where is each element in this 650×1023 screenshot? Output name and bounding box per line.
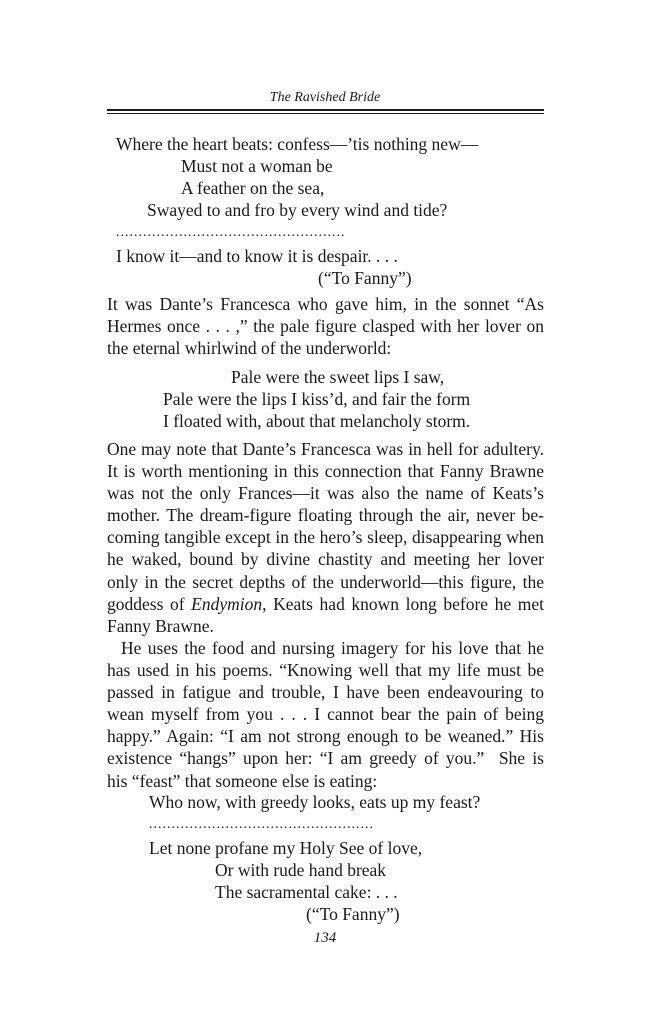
paragraph-line: existence “hangs” upon her: “I am greedy of you.” She is — [107, 748, 544, 769]
header-rule-thin — [107, 113, 544, 114]
paragraph — [107, 637, 544, 792]
verse-line: Pale were the lips I kiss’d, and fair the form — [163, 389, 471, 409]
verse-source: (“To Fanny”) — [306, 904, 400, 924]
paragraph-line: mother. The dream-figure floating through the air, never be- — [107, 505, 544, 526]
paragraph-line: his “feast” that someone else is eating: — [107, 770, 378, 791]
paragraph-line: Hermes once . . . ,” the pale figure clasped with her lover on — [107, 316, 544, 337]
text-run: goddess of — [107, 593, 192, 614]
paragraph — [107, 293, 544, 359]
verse-line: Must not a woman be — [181, 156, 333, 176]
running-head: The Ravished Bride — [269, 90, 381, 105]
paragraph-line: has used in his poems. “Knowing well that my life must be — [107, 660, 544, 681]
paragraph-line — [107, 593, 544, 615]
verse-line: The sacramental cake: . . . — [215, 882, 398, 902]
paragraph-line: It is worth mentioning in this connection that Fanny Brawne — [107, 461, 544, 482]
verse-line: Swayed to and fro by every wind and tide? — [147, 200, 448, 220]
verse-source: (“To Fanny”) — [318, 268, 412, 288]
paragraph-line: only in the secret depths of the underworld—this figure, the — [107, 571, 544, 592]
verse-line: Let none profane my Holy See of love, — [149, 838, 423, 858]
paragraph-line: One may note that Dante’s Francesca was in hell for adultery. — [107, 439, 544, 459]
verse-line: Pale were the sweet lips I saw, — [231, 367, 445, 387]
verse-line: Who now, with greedy looks, eats up my feast? — [149, 792, 481, 812]
ellipsis-line: ................................................... — [116, 225, 346, 240]
paragraph-line: he waked, bound by divine chastity and meeting her lover — [107, 549, 544, 570]
paragraph-line: the eternal whirlwind of the underworld: — [107, 338, 392, 359]
paragraph — [107, 438, 544, 637]
paragraph-line: It was Dante’s Francesca who gave him, in the sonnet “As — [107, 294, 544, 314]
paragraph-line: Fanny Brawne. — [107, 615, 214, 636]
italic-title: Endymion — [191, 593, 263, 614]
paragraph-line: wean myself from you . . . I cannot bear the pain of being — [107, 704, 544, 725]
text-run: , Keats had known long before he met — [262, 593, 544, 614]
paragraph-line: happy.” Again: “I am not strong enough to be weaned.” His — [107, 726, 544, 747]
header-rule — [107, 109, 544, 111]
verse-line: Where the heart beats: confess—’tis nothing new— — [116, 134, 479, 154]
verse-line: A feather on the sea, — [181, 178, 325, 198]
verse-line: Or with rude hand break — [215, 860, 387, 880]
ellipsis-line: .................................................. — [149, 817, 374, 832]
paragraph-line: passed in fatigue and trouble, I have been endeavouring to — [107, 682, 544, 703]
paragraph-line: He uses the food and nursing imagery for his love that he — [121, 638, 544, 658]
paragraph-line: was not the only Frances—it was also the name of Keats’s — [107, 483, 544, 504]
verse-line: I know it—and to know it is despair. . . . — [116, 246, 398, 266]
page-number: 134 — [313, 930, 337, 946]
verse-line: I floated with, about that melancholy storm. — [163, 411, 471, 431]
paragraph-line: coming tangible except in the hero’s sleep, disappearing when — [107, 527, 544, 548]
